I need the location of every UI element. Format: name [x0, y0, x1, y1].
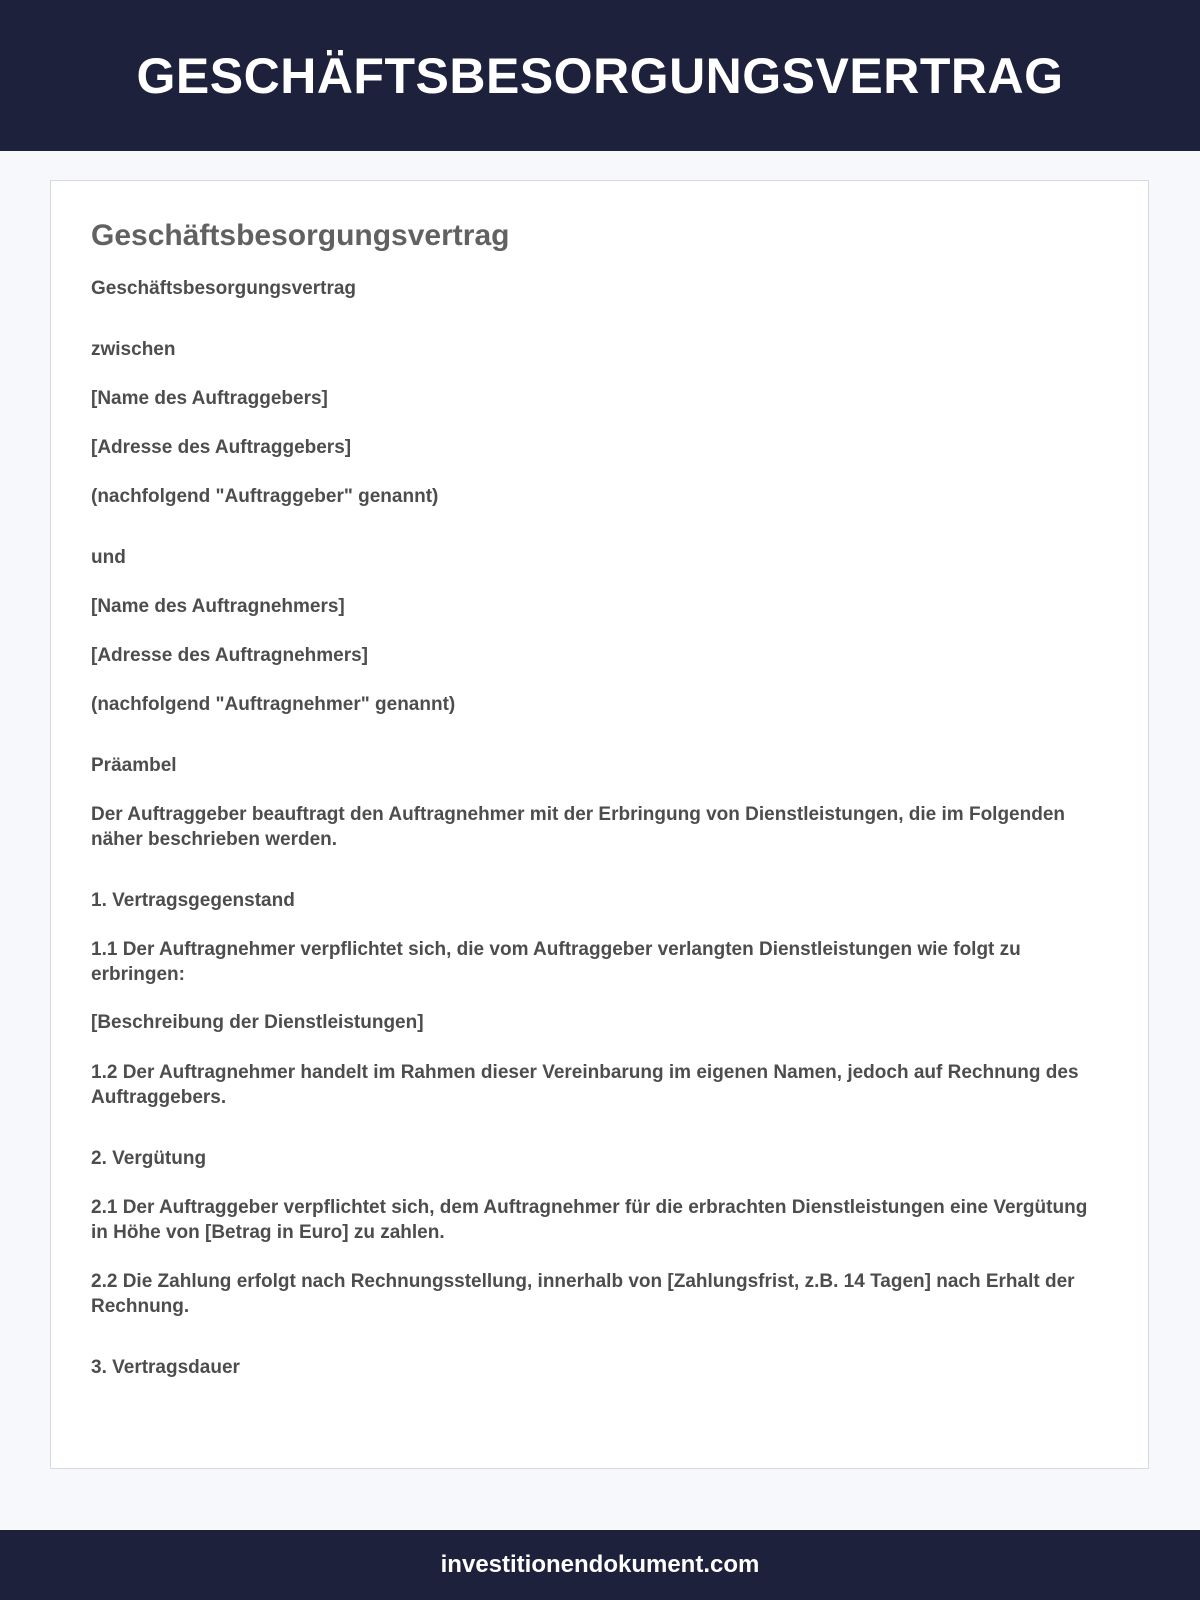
section1-heading: 1. Vertragsgegenstand: [91, 890, 295, 911]
header-banner: [0, 0, 1200, 151]
section2-clause-1: 2.1 Der Auftraggeber verpflichtet sich, dem Auftragnehmer für die erbrachten Dienstleistungen eine Vergütung in Höhe von [Betrag in Euro] zu zahlen.: [91, 1197, 1088, 1243]
section3-heading: 3. Vertragsdauer: [91, 1357, 240, 1378]
footer-banner: [0, 1530, 1200, 1600]
preamble-heading: Präambel: [91, 755, 177, 776]
section1-clause-2: 1.2 Der Auftragnehmer handelt im Rahmen dieser Vereinbarung im eigenen Namen, jedoch auf Rechnung des Auftraggebers.: [91, 1062, 1079, 1108]
between-label: zwischen: [91, 339, 176, 360]
and-label: und: [91, 547, 126, 568]
client-name: [Name des Auftraggebers]: [91, 388, 328, 409]
contractor-name: [Name des Auftragnehmers]: [91, 596, 345, 617]
document-card: [50, 180, 1149, 1469]
client-alias: (nachfolgend "Auftraggeber" genannt): [91, 486, 439, 507]
contractor-alias: (nachfolgend "Auftragnehmer" genannt): [91, 694, 456, 715]
document-subtitle: Geschäftsbesorgungsvertrag: [91, 278, 357, 299]
header-title: GESCHÄFTSBESORGUNGSVERTRAG: [136, 47, 1064, 104]
section1-description: [Beschreibung der Dienstleistungen]: [91, 1012, 424, 1033]
footer-site-link[interactable]: investitionendokument.com: [440, 1551, 760, 1578]
preamble-text: Der Auftraggeber beauftragt den Auftragnehmer mit der Erbringung von Dienstleistungen, die im Folgenden näher beschrieben werden.: [91, 804, 1066, 850]
section2-heading: 2. Vergütung: [91, 1148, 207, 1169]
section1-clause-1: 1.1 Der Auftragnehmer verpflichtet sich, die vom Auftraggeber verlangten Dienstleistungen wie folgt zu erbringen:: [91, 939, 1021, 985]
section2-clause-2: 2.2 Die Zahlung erfolgt nach Rechnungsstellung, innerhalb von [Zahlungsfrist, z.B. 14 Tagen] nach Erhalt der Rechnung.: [91, 1271, 1075, 1317]
contractor-address: [Adresse des Auftragnehmers]: [91, 645, 368, 666]
document-title: Geschäftsbesorgungsvertrag: [91, 219, 510, 252]
client-address: [Adresse des Auftraggebers]: [91, 437, 352, 458]
